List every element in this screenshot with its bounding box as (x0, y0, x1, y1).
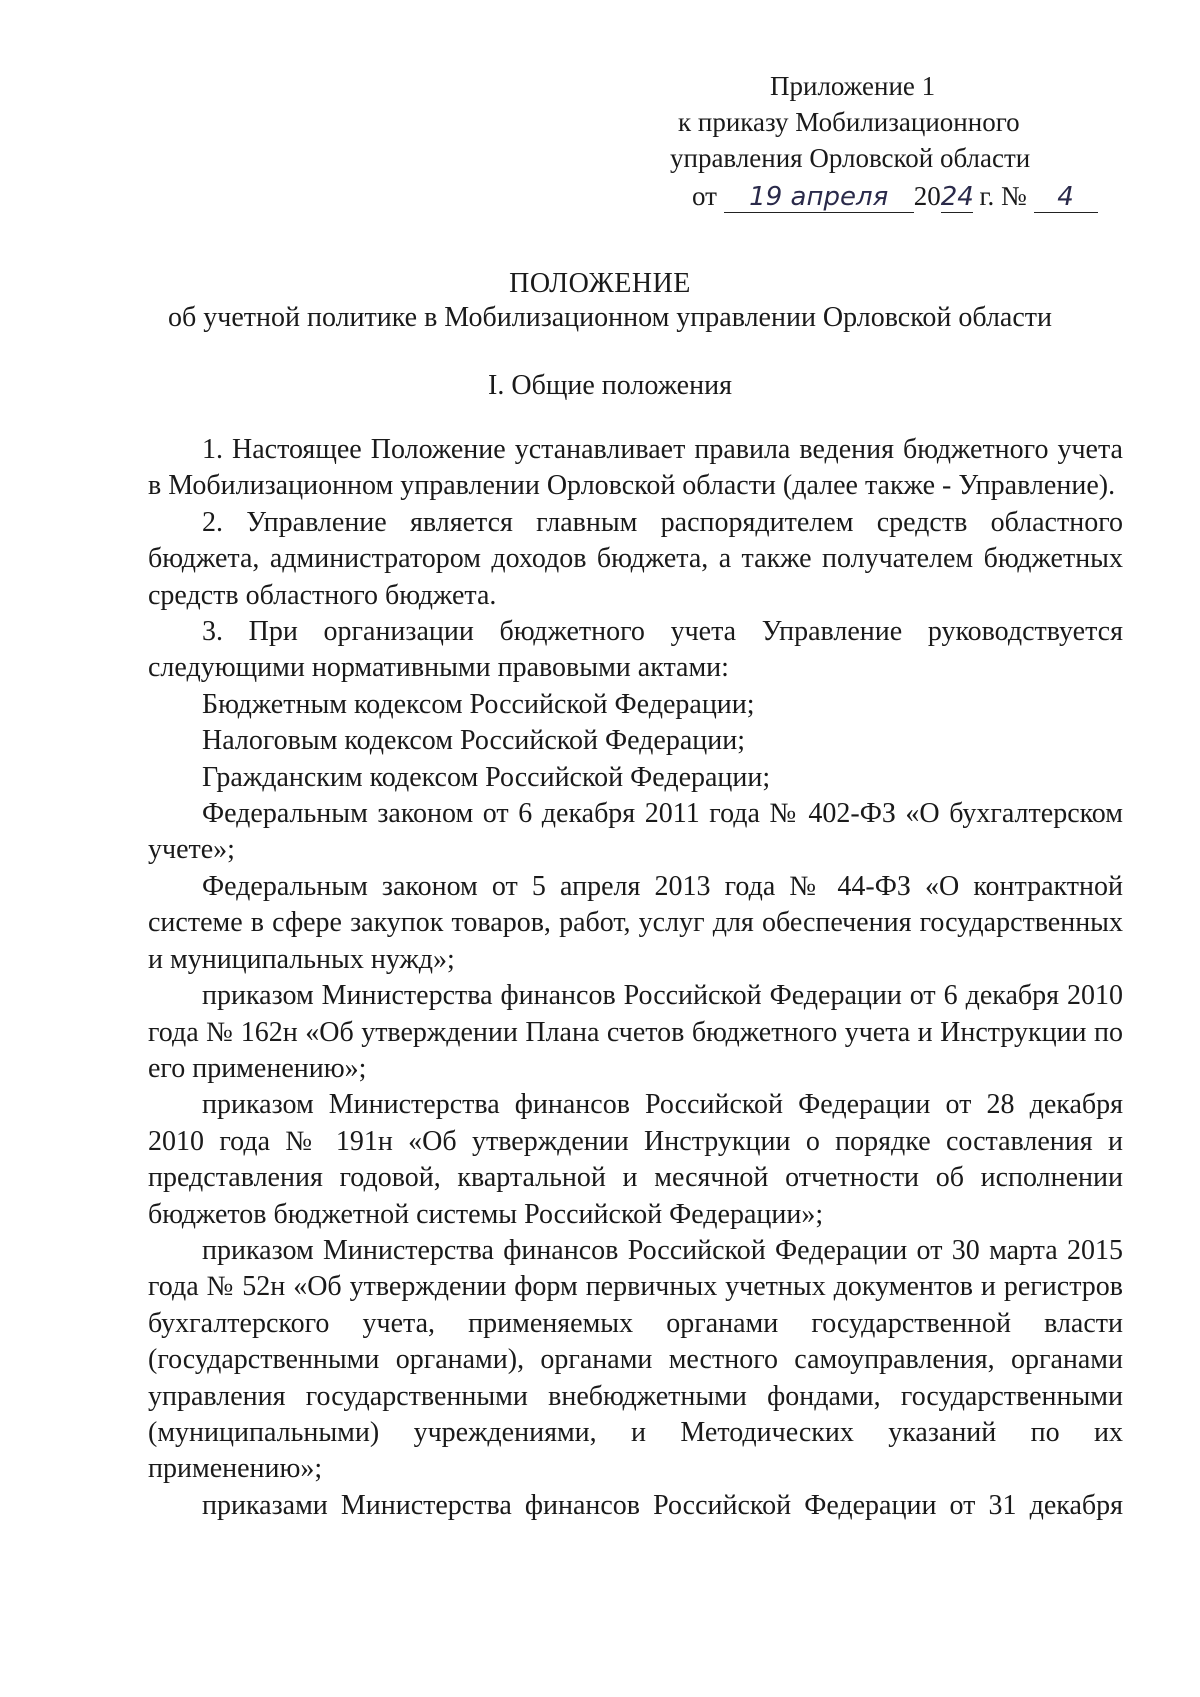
document-subtitle: об учетной политике в Мобилизационном управлении Орловской области (168, 302, 1052, 333)
appendix-line-3: управления Орловской области (670, 143, 1031, 173)
list-item-tax-code: Налоговым кодексом Российской Федерации; (202, 725, 745, 757)
list-item-law-44: Федеральным законом от 5 апреля 2013 года № 44-ФЗ «О контрактной системе в сфере закупок товаров, работ, услуг для обеспечения государственных и муниципальных нужд»; (148, 870, 1123, 975)
paragraph-1: 1. Настоящее Положение устанавливает правила ведения бюджетного учета в Мобилизационном управлении Орловской области (далее также - Управление). (148, 434, 1123, 502)
paragraph-2: 2. Управление является главным распорядителем средств областного бюджета, администратором доходов бюджета, а также получателем бюджетных средств областного бюджета. (148, 506, 1123, 611)
list-item-order-52n: приказом Министерства финансов Российской Федерации от 30 марта 2015 года № 52н «Об утверждении форм первичных учетных документов и регистров бухгалтерского учета, применяемых органами государственной власти (государственными органами), органами местного самоуправления, органами управления государственными внебюджетными фондами, государственными (муниципальными) учреждениями, и Методических указаний по их применению»; (148, 1234, 1123, 1485)
paragraph-3: 3. При организации бюджетного учета Управление руководствуется следующими нормативными правовыми актами: (148, 616, 1123, 684)
appendix-header (670, 68, 1130, 214)
list-item-civil-code: Гражданским кодексом Российской Федерации; (202, 761, 771, 793)
appendix-line-1: Приложение 1 (770, 71, 936, 101)
handwritten-year: 24 (940, 182, 974, 212)
list-item-orders-31-dec: приказами Министерства финансов Российской Федерации от 31 декабря (202, 1489, 1123, 1521)
appendix-line-2: к приказу Мобилизационного (678, 107, 1020, 137)
section-heading: I. Общие положения (488, 370, 732, 401)
number-label: г. № (979, 181, 1027, 211)
handwritten-number: 4 (1034, 182, 1098, 213)
handwritten-date: 19 апреля (724, 182, 914, 213)
date-prefix: от (692, 181, 717, 211)
appendix-date-line (670, 178, 1130, 214)
list-item-order-162n: приказом Министерства финансов Российской Федерации от 6 декабря 2010 года № 162н «Об утверждении Плана счетов бюджетного учета и Инструкции по его применению»; (148, 980, 1123, 1084)
document-body (148, 432, 1123, 1524)
document-title: ПОЛОЖЕНИЕ (509, 268, 691, 299)
year-prefix: 20 (913, 181, 941, 211)
list-item-order-191n: приказом Министерства финансов Российской Федерации от 28 декабря 2010 года № 191н «Об утверждении Инструкции о порядке составления и представления годовой, квартальной и месячной отчетности об исполнении бюджетов бюджетной системы Российской Федерации»; (148, 1089, 1123, 1230)
list-item-budget-code: Бюджетным кодексом Российской Федерации; (202, 688, 755, 720)
list-item-law-402: Федеральным законом от 6 декабря 2011 года № 402-ФЗ «О бухгалтерском учете»; (148, 798, 1123, 866)
